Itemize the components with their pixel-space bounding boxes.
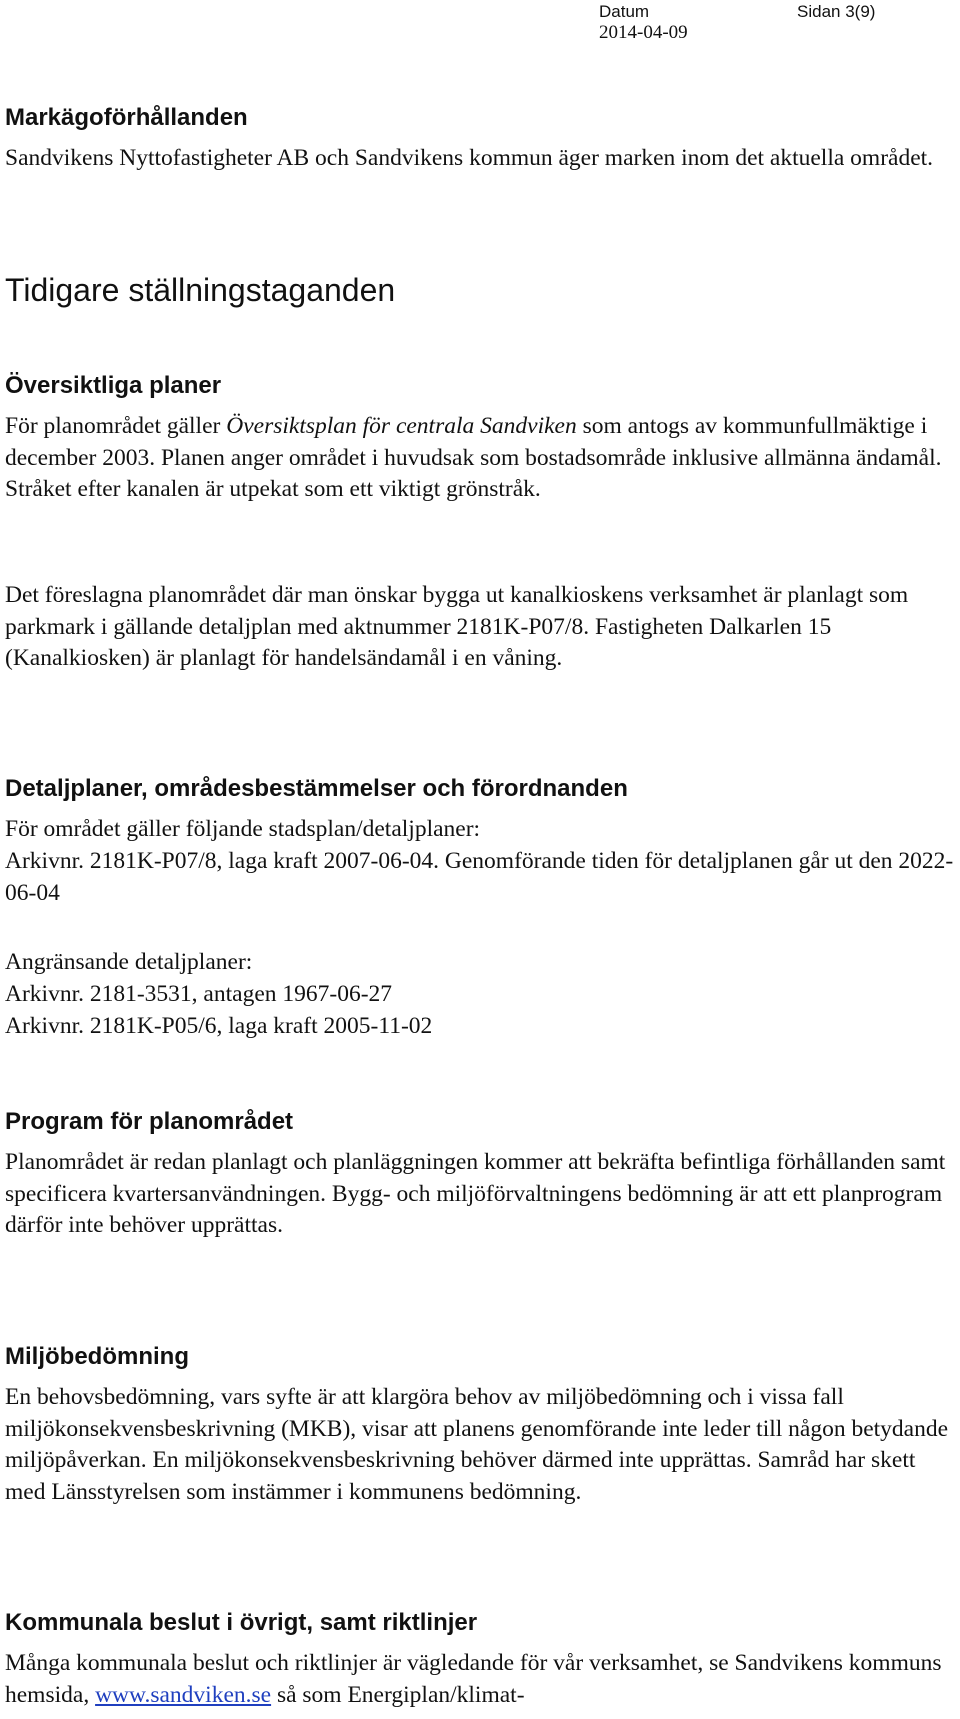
kommunala-text-start: Många kommunala beslut och riktlinjer är vägledande för vår verksamhet, se Sandvikens kommuns hemsida,	[5, 1650, 942, 1708]
adjacent-plan-1: Arkivnr. 2181-3531, antagen 1967-06-27	[5, 981, 393, 1007]
sandviken-website-link[interactable]: www.sandviken.se	[95, 1681, 272, 1708]
heading-tidigare: Tidigare ställningstaganden	[5, 272, 396, 308]
detaljplaner-line1: För området gäller följande stadsplan/detaljplaner:	[5, 816, 481, 842]
heading-kommunala: Kommunala beslut i övrigt, samt riktlinjer	[5, 1609, 478, 1636]
adjacent-plan-2: Arkivnr. 2181K-P05/6, laga kraft 2005-11-02	[5, 1013, 433, 1039]
detaljplaner-line2: Arkivnr. 2181K-P07/8, laga kraft 2007-06-04. Genomförande tiden för detaljplanen går ut den 2022-06-04	[5, 848, 954, 906]
oversiktliga-text-end: som antogs av kommunfullmäktige i december 2003. Planen anger området i huvudsak som bostadsområde inklusive allmänna ändamål. Stråket efter kanalen är utpekat som ett viktigt grönstråk.	[5, 413, 942, 502]
date-label: Datum	[599, 2, 650, 21]
heading-miljo: Miljöbedömning	[5, 1343, 189, 1370]
heading-program: Program för planområdet	[5, 1108, 294, 1135]
oversiktliga-text-2: Det föreslagna planområdet där man önskar bygga ut kanalkioskens verksamhet är planlagt som parkmark i gällande detaljplan med aktnummer 2181K-P07/8. Fastigheten Dalkarlen 15 (Kanalkiosken) är planlagt för handelsändamål i en våning.	[5, 582, 909, 671]
heading-oversiktliga: Översiktliga planer	[5, 372, 222, 399]
adjacent-plans-label: Angränsande detaljplaner:	[5, 949, 253, 975]
oversiktliga-text	[5, 411, 955, 506]
oversiktliga-text-start: För planområdet gäller	[5, 413, 227, 439]
oversiktsplan-title: Översiktsplan för centrala Sandviken	[226, 413, 577, 439]
markagoforhallanden-text: Sandvikens Nyttofastigheter AB och Sandvikens kommun äger marken inom det aktuella området.	[5, 145, 934, 171]
kommunala-text	[5, 1648, 955, 1711]
miljo-text: En behovsbedömning, vars syfte är att klargöra behov av miljöbedömning och i vissa fall miljökonsekvensbeskrivning (MKB), visar att planens genomförande inte leder till någon betydande miljöpåverkan. En miljökonsekvensbeskrivning behöver därmed inte upprättas. Samråd har skett med Länsstyrelsen som instämmer i kommunens bedömning.	[5, 1384, 949, 1505]
heading-detaljplaner: Detaljplaner, områdesbestämmelser och förordnanden	[5, 775, 628, 802]
page-number: Sidan 3(9)	[797, 2, 876, 21]
document-date: 2014-04-09	[599, 22, 688, 43]
program-text: Planområdet är redan planlagt och planläggningen kommer att bekräfta befintliga förhållanden samt specificera kvartersanvändningen. Bygg- och miljöförvaltningens bedömning är att ett planprogram därför inte behöver upprättas.	[5, 1149, 946, 1238]
kommunala-text-end: så som Energiplan/klimat-	[271, 1681, 525, 1708]
heading-markagoforhallanden: Markägoförhållanden	[5, 104, 248, 131]
